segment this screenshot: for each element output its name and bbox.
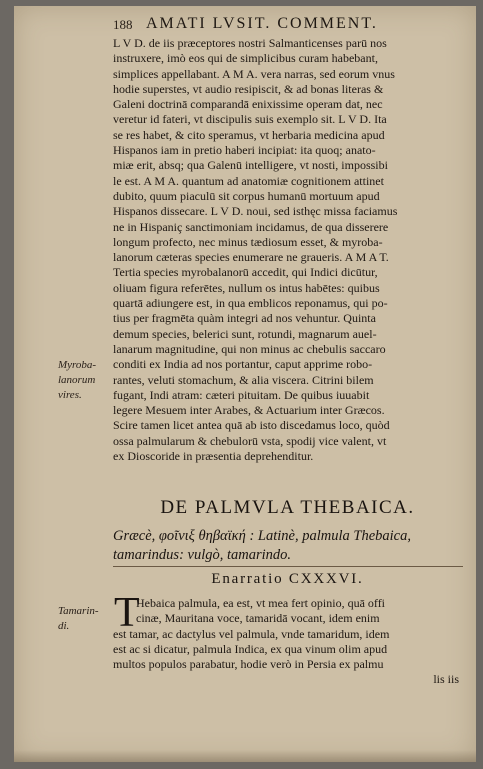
text-line: lanorum cæteras species enumerare ne graueris. A M A T. (113, 250, 389, 265)
text-line: le est. A M A. quantum ad anatomiæ cognitionem attinet (113, 173, 384, 188)
drop-cap: T (114, 590, 140, 636)
text-line: oliuam figura referētes, nullum os intus habētes: quibus (113, 280, 380, 295)
page-number: 188 (113, 17, 133, 32)
marginal-note-line: vires. (58, 389, 82, 401)
marginal-note-line: Myroba- (58, 359, 97, 371)
text-line: ex Dioscoride in præsentia deprehenditur. (113, 449, 314, 464)
nomenclature-line: tamarindus: vulgò, tamarindo. (113, 547, 292, 563)
text-line: hodie superstes, vt audio resipiscit, & ad bonas literas & (113, 81, 384, 96)
text-line: Hispanos dissecare. L V D. noui, sed isthęc missa faciamus (113, 204, 398, 219)
text-line: quartā adiungere est, in qua emblicos reponamus, qui po- (113, 296, 388, 311)
text-line: Hebaica palmula, ea est, vt mea fert opinio, quā offi (136, 596, 386, 610)
dialogue-text-block (113, 36, 467, 464)
marginal-note-line: Tamarin- (58, 605, 99, 617)
text-line: se res habet, & cito speramus, vt herbaria medicina apud (113, 127, 385, 142)
text-line: est tamar, ac dactylus vel palmula, vnde tamaridum, idem (113, 626, 390, 641)
enarratio-heading: Enarratio CXXXVI. (211, 571, 364, 587)
text-line: rantes, veluti stomachum, & alia viscera. Citrini bilem (113, 372, 374, 387)
text-line: dubito, quum piaculū sit corpus humanū mortuum apud (113, 188, 380, 203)
section-divider (113, 566, 463, 567)
text-line: ne in Hispaniç sanctimoniam incidamus, de qua disserere (113, 219, 389, 234)
marginal-note-myrobalanorum (58, 358, 113, 403)
text-line: Tertia species myrobalanorū accedit, qui Indici dicūtur, (113, 265, 378, 280)
marginal-note-line: di. (58, 620, 70, 632)
text-line: demum species, belerici sunt, rotundi, magnarum auel- (113, 326, 377, 341)
text-line: est ac si dicatur, palmula Indica, ex qua vinum olim apud (113, 641, 388, 656)
text-line: longum profecto, nec minus tædiosum esset, & myroba- (113, 234, 383, 249)
text-line: Scire tamen licet antea quā ab isto discedamus loco, quòd (113, 418, 390, 433)
text-line: Galeni doctrinā comparandā enixissime operam dat, nec (113, 97, 383, 112)
catchword: lis iis (433, 672, 459, 687)
marginal-note-tamarindi (58, 604, 113, 634)
nomenclature-block (113, 527, 467, 565)
text-line: simplices appellabant. A M A. vera narras, sed eorum vnus (113, 66, 395, 81)
text-line: tius per fragmēta quàm integri ad nos vehuntur. Quinta (113, 311, 376, 326)
text-line: lanarum magnitudine, qui non minus ac chebulis saccaro (113, 341, 386, 356)
running-head: AMATI LVSIT. COMMENT. (146, 15, 378, 32)
text-line: conditi ex India ad nos portantur, caput apprime robo- (113, 357, 373, 372)
text-line: legere Mesuem inter Arabes, & Actuarium inter Græcos. (113, 403, 385, 418)
page-edge-shadow (14, 750, 476, 762)
page-header (14, 15, 454, 37)
nomenclature-line: Græcè, φοῖνιξ θηβαϊκή : Latinè, palmula Thebaica, (113, 528, 411, 544)
text-line: multos populos parabatur, hodie verò in Persia ex palmu (113, 657, 384, 672)
text-line: cinæ, Mauritana voce, tamaridā vocant, idem enim (136, 611, 380, 626)
book-page (14, 6, 476, 762)
marginal-note-line: lanorum (58, 374, 96, 386)
text-line: fugant, Indi atram: cæteri pituitam. De quibus iuuabit (113, 387, 370, 402)
text-line: instruxere, imò eos qui de simplicibus curam habebant, (113, 51, 378, 66)
text-line: miæ erit, absq; qua Galenū intelligere, vt nosti, impossibi (113, 158, 388, 173)
text-line: L V D. de iis præceptores nostri Salmanticenses parū nos (113, 36, 387, 50)
enarratio-text-block (113, 596, 465, 688)
text-line: ossa palmularum & chebulorū vsta, spodij vice valent, vt (113, 433, 387, 448)
text-line: veretur id fateri, vt discipulis suis exemplo sit. L V D. Ita (113, 112, 387, 127)
section-title: DE PALMVLA THEBAICA. (160, 497, 415, 518)
text-line: Hispanos iam in pretio haberi incipiat: ita quoq; anato- (113, 143, 376, 158)
